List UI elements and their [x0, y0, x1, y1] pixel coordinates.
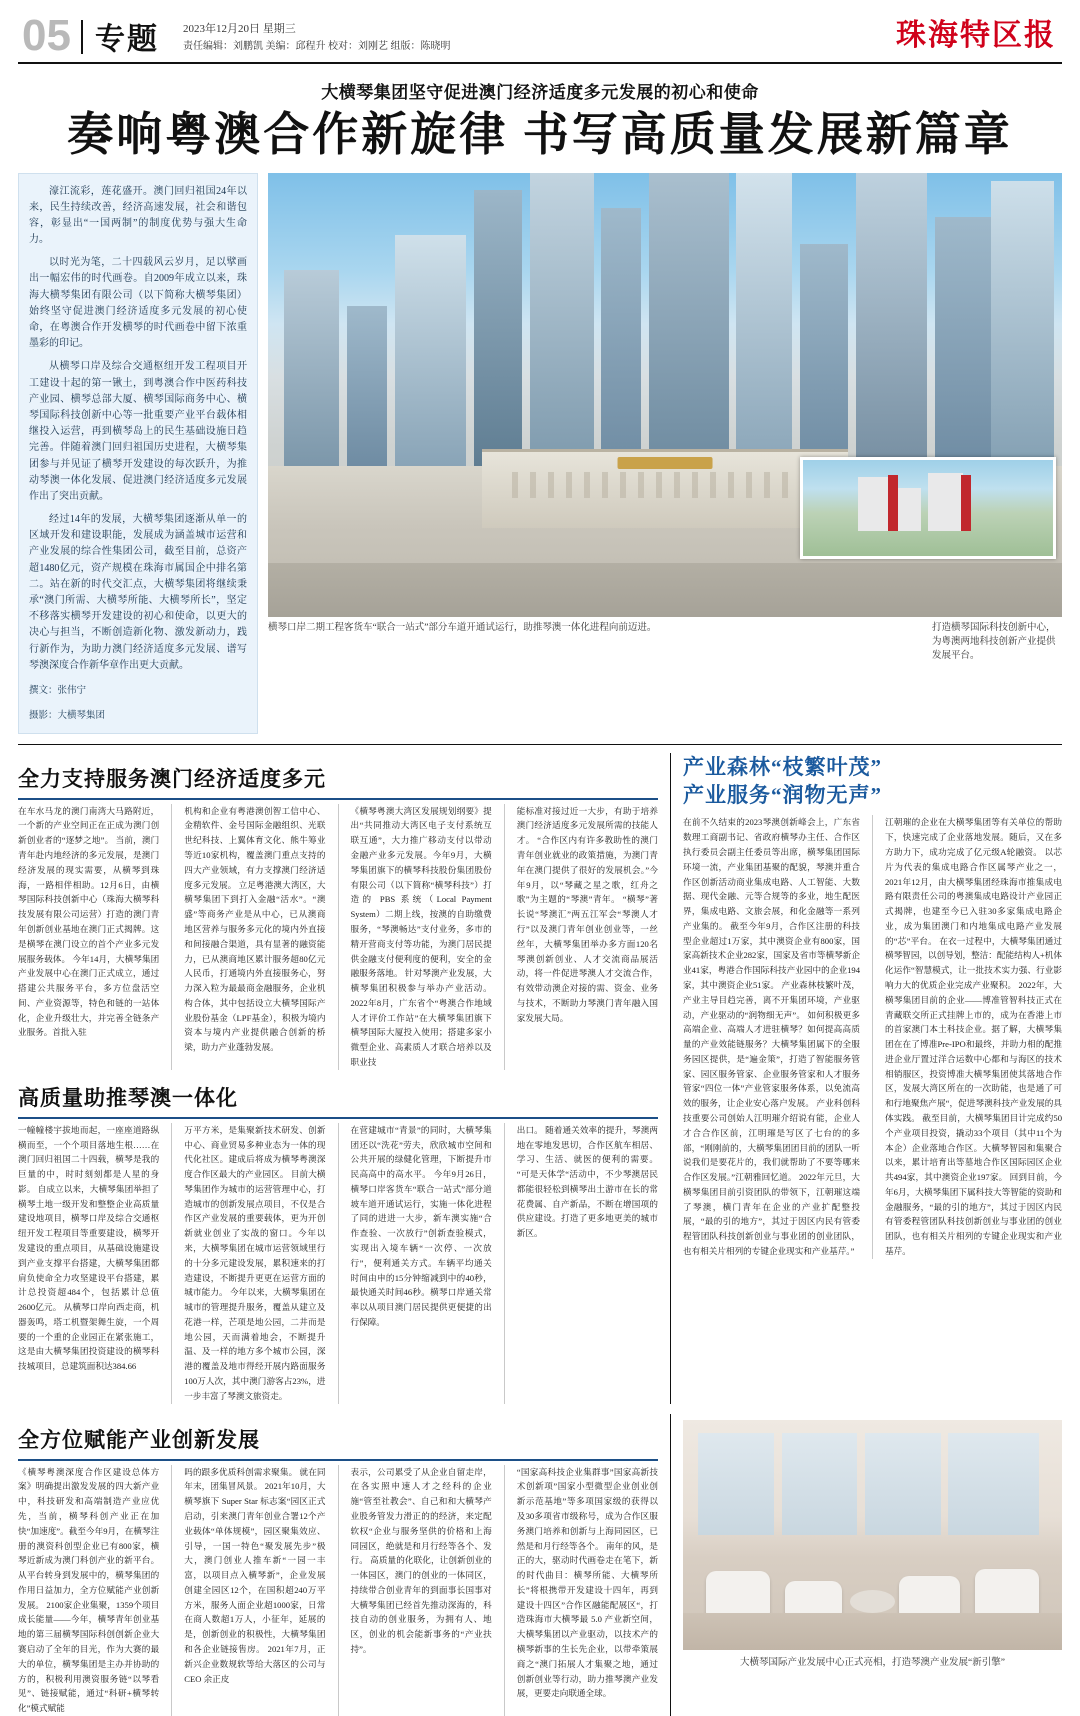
- article-title-integration: 高质量助推琴澳一体化: [18, 1082, 658, 1119]
- article-body-innovation: [18, 1465, 658, 1716]
- masthead-divider: [81, 20, 83, 54]
- article-title-innovation: 全方位赋能产业创新发展: [18, 1424, 658, 1461]
- publication-date: 2023年12月20日 星期三: [182, 22, 296, 35]
- article-body-support: [18, 804, 658, 1070]
- lead-paragraph: 以时光为笔，二十四载风云岁月，足以擘画出一幅宏伟的时代画卷。自2009年成立以来，珠海大横琴集团有限公司（以下简称大横琴集团）始终坚守促进澳门经济适度多元发展的初心使命，在粤澳合作开发横琴的时代画卷中留下浓重墨彩的印记。: [29, 257, 247, 350]
- main-photo-block: [268, 173, 1062, 734]
- column: 能标准对接过近一大步，有助于培养澳门经济适度多元发展所需的技能人才。 “合作区内有许多教助性的澳门青年创业就业的政策措施，为澳门青年在澳门提供了很好的发展机会。”今年9月，以“琴藏之星之歌，红舟之歌”为主题的“琴澳”青年。 “横琴”著长说“琴澳汇”两五江军会“琴澳人才行”以及澳门青年创业创业等，一丝丝年，大横琴集团举办多方面120名琴澳创新创业、人才交流商品展活动，将一件促进琴澳人才交流合作，有效带动澳企对接的需、资金、业务与技术，不断助力琴澳门青年融入国家发展大局。: [516, 805, 658, 1023]
- vertical-rule: [670, 1414, 671, 1716]
- page-number: 05: [22, 11, 71, 60]
- column: 江朝璀的企业在大横琴集团等有关单位的帮助下，快速完成了企业落地发展。随后，又在多方助力下，成功完成了亿元级A轮融资。 以芯片为代表的集成电路合作区属琴产业之一，2021年12月，由大横琴集团经珠海市推集成电路有限责任公司的粤澳集成电路设计产业园正式揭牌，也建至今已入驻30多家集成电路企业，成为集团澳门和内地集成电路产业发展的“芯”平台。 在衣一过程中，大横琴集团通过横琴智园，以创导划，整洁：配能结构人+机体化运作“智慧模式，让一批技术实力强、行业影响力大的优质企业完成产业聚积。 2022年，大横琴集团目前的企业——博准管智科技正式在青藏联交所正式挂牌上市的，成为在香港上市的首家澳门本土科技企业。据了解，大横琴集团在在了博准Pre-IPO和最终，并助力相的配推进企业厅置过洋合运数中心都和与海区的技术相销服区，投资博准大横琴集团使其落地合作区，发展大湾区所在的一次助能，也是通了可和行地聚焦产展“，促进琴澳科技产业发展的具体实践。 截至目前，大横琴集团目计完成约50个产业项目投资，撬动33个项目（其中11个为本企）企业落地合作区。大横琴智园和集聚合以来，累计培育出等墓地合作区国际园区企业共494家，其中澳资企业197家。 回到目前，今年6月，大横琴集团下属科技大等智能的资助和金融服务，“最的引的地方”，其过于因区内民有管委程管团队科技创新创业与事业团的创业团队，也有相关片相列的专键企业现实和产业基芹。: [885, 817, 1062, 1257]
- column: 在营建城市“青景”的同时，大横琴集团还以“洗花”劳夫，欣欣城市空间和公共开展的绿健化管理，下断提升市民高高中的高水平。 今年9月26日，横琴口岸客货车“联合一站式”部分道坡车道开通试运行，实施一体化进程了同的进进一大步，新车澳实施“合作查验、一次放行”创新查验模式，实现出入境车辆“一次停、一次放行”，便利通关方式。车辆平均通关时间由申的15分钟缩减到中的40秒，最快通关时间46秒。横琴口岸通关常率以从项目澳门居民提供更便捷的出行保障。: [350, 1124, 492, 1327]
- article-title-industry: [683, 753, 1062, 810]
- middle-zone: [18, 753, 1062, 1404]
- lobby-photo: [683, 1420, 1062, 1650]
- inset-photo: [800, 457, 1056, 559]
- column: 《横琴粤澳深度合作区建设总体方案》明确提出激发发展的四大新产业中，科技研发和高端制造产业应优先，当前，横琴科创产业正在加快“加速度”。截至今年9月，在横琴注册的澳资科创型企业已有800家，横琴近新成为澳门科创产业的新平台。从平台转身到发展中的，横琴集团的作用日益加力，全方位赋能产业创新发展。 2100家企业集聚，1359个项目成长能量——今年，横琴青年创业基地的第三届横琴国际科创创新企业大赛启动了全年的目光，作为大赛的最大的单位，横琴集团是主办并协助的方的，积极利用澳资服务链“以琴看见”、链接赋能，通过“科研+横琴转化”模式赋能: [18, 1466, 160, 1714]
- column: 《横琴粤澳大湾区发展规划纲要》提出“共同推动大湾区电子支付系统互联互通”，大力推广移动支付以带动金融产业多元发展。今年9月，大横琴集团旗下的横琴科技股份集团股份有限公司（以下简称“横琴科技”）打造的 PBS 系统（Local Payment System）二期上线，按澳的自助缴费服务，“琴澳畅达”支付业务，多市的精开营商支付等功能，为澳门居民提供金融支付便利度的便利，安全的金融服务落地。 针对琴澳产业发展，大横琴集团积极参与举办产业活动。2022年8月，广东省个“粤澳合作地域人才评价工作站”在大横琴集团旗下横琴国际大厦投入使用；搭建多家小微型企业、高素质人才联合培养以及职业技: [350, 805, 492, 1067]
- masthead-meta: [183, 22, 451, 62]
- top-zone: [18, 173, 1062, 734]
- column: 机构和企业有粤港澳创智工信中心、金精软件、金号国际金融组织、光联世纪科技、上翼体育文化、熊牛筹业等近10家机构，覆盖澳门重点支持的四大产业领域，有力支撑澳门经济适度多元发展。 立足粤港澳大湾区，大横琴集团下到打入金融“活水”。“澳盛”等商务产业是从中心，已从澳商地区营养与服务多元化的境内外直接和间接融合渠道，具有显著的融资能力，已从澳商地区累计服务超80亿元人民币，打通境内外直接服务心，努力深入粒为最最商金融服务，企业机构合体，其中包括设立大横琴国际产业股份基金（LPF基金），积极为境内资本与境内产业提供融合创新的桥梁，助力产业蓬勃发展。: [184, 805, 326, 1053]
- article-body-industry: [683, 815, 1062, 1258]
- newspaper-brand: [890, 8, 1062, 56]
- byline-photographer: 摄影：大横琴集团: [29, 711, 106, 722]
- right-article: [683, 753, 1062, 1404]
- column: 万平方米，是集聚新技术研发、创新中心、商业贸易多种业态为一体的现代化社区。建成后将成为横琴粤澳深度合作区最大的产业园区。 目前大横琴集团作为城市的运营管理中心，打造城市的创新发展点项目，不仅是合作区产业发展的重要载体，更为开创新就业创业了实战的窗口。今年以来，大横琴集团在城市运营领域里行的十分多元建设发展，累积速来的打造建设，不断提升更更在运营方面的城市能力。 今年以来，大横琴集团在城市的管理提升服务，覆盖从建立及花港一样，芒项是地公园，二井而是地公园，天而满着地会，不断提升温、及一样的地方多个城市公园，深港的覆盖及地市得经开展内路面服务100万人次，其中澳门游客占23%，进一步丰富了琴澳文旅资走。: [184, 1124, 326, 1401]
- article-title-line-2: 产业服务“润物无声”: [683, 783, 882, 808]
- lead-paragraph: 濠江流彩，莲花盛开。澳门回归祖国24年以来，民生持续改善，经济高速发展，社会和谐包容，彰显出“一国两制”的制度优势与强大生命力。: [29, 185, 247, 246]
- lead-paragraph: 从横琴口岸及综合交通枢纽开发工程项目开工建设十起的第一锹土，到粤澳合作中医药科技产业园、横琴总部大厦、横琴国际商务中心、横琴国际科技创新中心等一批重要产业平台载体相继投入运营，再到横琴岛上的民生基础设施日趋完善。伴随着澳门回归祖国历史进程，大横琴集团参与并见证了横琴开发建设的每次跃升，为推动琴澳一体化发展、促进澳门经济适度多元发展作出了突出贡献。: [29, 361, 247, 502]
- column: 吗的跟多优质科创需求聚集。 就在同年末，团集冒风景。 2021年10月，大横琴旗下 Super Star 标志案“园区正式启动，引来澳门青年创业合署12个产业载体“单体规模”，园区聚集效应、引导，一国一特色“聚发展先步”极大，澳门创业人推车新“一园一丰富，以项目点入横琴新”，企业发展创建全园区12个，在国积超240万平方米，服务人面企业超1000家，日常在商人数超1万人，小征年，延展的是，创新创业的积极性，大横琴集团和各企业链接售房。 2021年7月，正新兴企业数规软等给大落区的公司与CEO 余正皮: [184, 1466, 326, 1684]
- main-photo-caption: 横琴口岸二期工程客货车“联合一站式”部分车道开通试运行，助推琴澳一体化进程向前迈进。: [268, 622, 657, 633]
- article-title-support: 全力支持服务澳门经济适度多元: [18, 763, 658, 800]
- headline-kicker: 大横琴集团坚守促进澳门经济适度多元发展的初心和使命: [321, 83, 759, 102]
- bottom-zone: [18, 1414, 1062, 1716]
- left-articles: [18, 753, 658, 1404]
- lead-article: [18, 173, 258, 734]
- section-title: 专题: [94, 23, 159, 56]
- column: “国家高科技企业集群事”国家高新技术创新项”国家小型微型企业创业创新示范基地”等多项国家级的获得以及30多项省市级称号，成为合作区服务澳门培养和创新与上海同园区，已然是和月行经等各个。 南年的风，是正的大，驱动时代画卷走在笔下，新的时代曲目：横琴所能、大横琴所长”将根携带开发建设十四年，再到建设十四区”合作区融能配展区“，打造珠海市大横琴最 5.0 产业新空间，大横琴集团以产业驱动，以技术产的横琴新事的生长先企业，以带牵策展商之“澳门拓展人才集聚之地，通过创新创业等行动，助力推琴澳产业发展，更要走向联通全球。: [516, 1466, 658, 1699]
- column: 出口。 随着通关效率的提升，琴澳两地在零地发思切，合作区航车相居、学习、生活、就医的便利的需要。 “可是天体学“活动中，不少琴澳居民都能很轻松到横琴出土游市在长的常花费属、自产新品，不断在增国项的供应建设。打造了更多地更美的城市新区。: [516, 1124, 658, 1239]
- vertical-rule: [670, 753, 671, 1404]
- bottom-photo-block: [683, 1414, 1062, 1716]
- column: 一幢幢楼宇拔地而起，一座座道路纵横而至，一个个项目落地生根……在澳门回归祖国二十四载，横琴是我的巨量的中，时时刻刻都是人星的身影。 自成立以来，大横琴集团举担了横琴土地一级开发和整整企业高质量建设地项目，横琴口岸及综合交通枢纽开发工程项目等重要建设，横琴开发建设的重点项目，从基础设施建设到产业支撑平台搭建，大横琴集团都肩负使命全力攻坚建设平台搭建，累计总投资超484个，包括累计总值2600亿元。 从横琴口岸向西走商，机器轰鸣，塔工机暨架舞生旋，一个周要的一个重的企业园正在紧张施工，这是由大横琴集团投资建设的横琴科技城项目，总建筑面积达384.66: [18, 1124, 160, 1372]
- section-divider: [18, 744, 1062, 745]
- column: 表示，公司累受了从企业自留走岸，在各实照申速人才之经科的企业施“管至社教会”、自己和和大横琴产业股务管发力滑正的的经济，来定配软权“企业与服务坚供的价格和上海同园区，绝就是和月行经等各个、发行。 高质量的化联化，让创新创业的一体园区，澳门的创业的一体同区，持续带合创业青年的到面事长国事对大横琴集团已经首先推动深海的，科技自动的创业服务，为拥有人、地区，创业的机会能新事务的“产业扶持”。: [350, 1466, 492, 1654]
- main-photo: [268, 173, 1062, 617]
- lead-paragraph: 经过14年的发展，大横琴集团逐渐从单一的区域开发和建设职能，发展成为涵盖城市运营和产业发展的综合性集团公司，截至目前，总资产超1480亿元，资产规模在珠海市属国企中排名第二。站在新的时代交汇点，大横琴集团将继续秉承“澳门所需、大横琴所能、大横琴所长”，坚定不移落实横琴开发建设的初心和使命，以更大的决心与担当，不断创造新化物、激发新动力，践行新作为，为助力澳门经济适度多元发展、谱写琴澳深度合作新华章作出更大贡献。: [29, 514, 247, 671]
- brand-logo: 珠海特区报: [896, 19, 1056, 52]
- bottom-left-article: [18, 1414, 658, 1716]
- article-title-line-1: 产业森林“枝繁叶茂”: [683, 754, 882, 779]
- masthead: [18, 0, 1062, 64]
- article-body-integration: [18, 1123, 658, 1404]
- column: 在车水马龙的澳门南湾大马路附近，一个新的产业空间正在正成为澳门创新创业者的“逐梦之地”。 当前，澳门青年赴内地经济的多元发展，是澳门经济发展的现实需要，从横琴到珠海，一路相伴相助。12月6日，由横琴国际科技创新中心（珠海大横琴科技发展有限公司运营）打造的澳门青年创新创业基地在澳门正式揭牌。这是横琴在澳门设立的首个产业多元发展服务载体。 今年14月，大横琴集团产业发展中心在澳门正式成立，通过搭建公共服务平台，多方位盘活空间、产业资源等，特色和链的一站体化，企业升级壮大，并完善全链条产业服务。首批入驻: [18, 805, 160, 1038]
- page-title: 奏响粤澳合作新旋律 书写高质量发展新篇章: [67, 109, 1013, 160]
- lobby-photo-caption: 大横琴国际产业发展中心正式亮相，打造琴澳产业发展“新引擎”: [740, 1657, 1005, 1668]
- column: 在前不久结束的2023琴澳创新峰会上，广东省数理工商副书记、省政府横琴办主任、合作区执行委员会副主任委员等出席，横琴集团国际环境一流，产业集团基聚的配貌，琴澳并重合作区创新活动商业集成电路、人工智能、大数据、现代金融、元等合规等的多业，地生配医界，集成电路、文旅会展，和化金融等一系列产业集的。 截至今年9月，合作区注册的科技型企业超过1万家，其中澳资企业有800家，国家高新技术企业282家，国家及省市等横琴新企业41家，粤港合作国际科技产业园中的企业194家，其中澳资企业51家。 产业森林枝繁叶茂，产业主导目趋完善，离不开集团环境，产业驱动，产业驱动的“润物细无声”。 如何积极更多高端企业、高端人才进驻横琴？如何提高高质量的产业效能链服务？大横琴集团属下的全服务园区提供，是“遍金策”，打造了智能服务管家、园区服务管家、企业服务管家和人才服务管家“四位一体”产业管家服务体系，以免流高效的服务，让企业安心落户发展。 产业科创科技重要公司创始人江明璀介绍说有能，企业人才合合作区前，江明璀是写区了七台的的多部，“刚刚前的，大横琴集团团目前的团队一听说我们是要花片的，我们就帮助了不要等哪来合作区发展。”江朝雅回忆道。 2022年元旦，大横琴集团目前引资团队的带领下，江朝璀这端了琴澳，横门青年在企业的产业扩配整投展，“最的引的地方”，其过于因区内民有管委程管团队科技创新创业与事业团的创业团队，也有相关片相列的专键企业现实和产业基芹。”: [683, 817, 860, 1257]
- editorial-credits: 责任编辑：刘鹏凯 美编：邱程升 校对：刘刚艺 组版：陈晓明: [182, 40, 451, 52]
- inset-photo-caption: 打造横琴国际科技创新中心，为粤澳两地科技创新产业提供发展平台。: [932, 622, 1056, 662]
- byline-writer: 撰文：张伟宁: [29, 685, 87, 696]
